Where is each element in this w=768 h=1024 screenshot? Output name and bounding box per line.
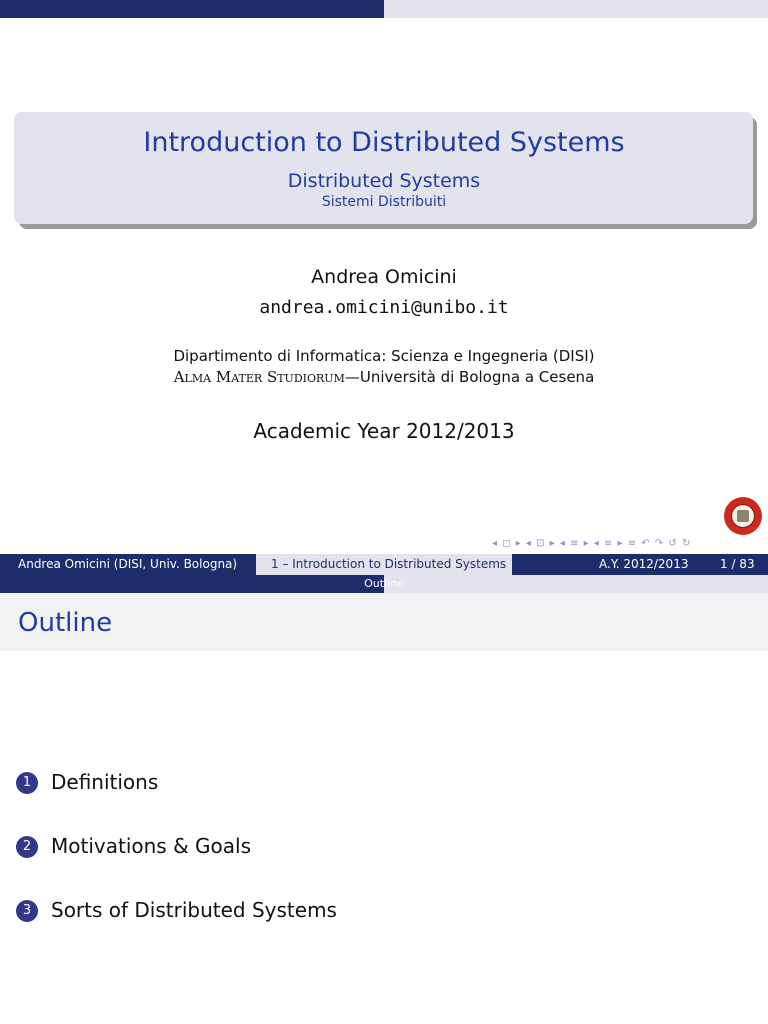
outline-item-sorts[interactable]: Sorts of Distributed Systems — [51, 898, 337, 922]
institute-university: —Università di Bologna a Cesena — [344, 368, 595, 386]
slide-title: Introduction to Distributed Systems — [143, 127, 625, 158]
outline-bullet-2: 2 — [16, 836, 38, 858]
header-bar-right — [384, 0, 768, 18]
footer-author-text: Andrea Omicini (DISI, Univ. Bologna) — [18, 557, 238, 571]
author-email: andrea.omicini@unibo.it — [259, 297, 509, 318]
author-name: Andrea Omicini — [311, 266, 457, 288]
header-bar-left — [0, 0, 384, 18]
university-seal-emblem — [737, 510, 749, 522]
institute-line-2 — [0, 367, 768, 387]
outline-bullet-1: 1 — [16, 772, 38, 794]
outline-item-motivations[interactable]: Motivations & Goals — [51, 834, 251, 858]
outline-bullet-3: 3 — [16, 900, 38, 922]
frame-title-band — [0, 593, 768, 651]
frame-title: Outline — [18, 608, 113, 638]
academic-year: Academic Year 2012/2013 — [253, 419, 515, 443]
institute-alma-mater: Alma Mater Studiorum — [173, 368, 345, 386]
slide-subtitle: Distributed Systems — [287, 170, 481, 192]
footer-section-text: 1 – Introduction to Distributed Systems — [271, 557, 507, 571]
outline-item-definitions[interactable]: Definitions — [51, 770, 159, 794]
footer-author — [0, 554, 256, 575]
footer-year: A.Y. 2012/2013 — [599, 557, 689, 571]
institute-line-1: Dipartimento di Informatica: Scienza e Ingegneria (DISI) — [173, 347, 595, 365]
footer-section — [256, 554, 512, 575]
slide-subsubtitle: Sistemi Distribuiti — [321, 194, 447, 210]
footer-info — [512, 554, 768, 575]
beamer-navigation-icons[interactable]: ◂ ◻ ▸ ◂ ⊡ ▸ ◂ ≡ ▸ ◂ ≡ ▸ ≡ ↶ ↷ ↺ ↻ — [492, 538, 692, 549]
footer-page-number: 1 / 83 — [720, 557, 755, 571]
section-nav-outline[interactable]: Outline — [364, 577, 404, 590]
